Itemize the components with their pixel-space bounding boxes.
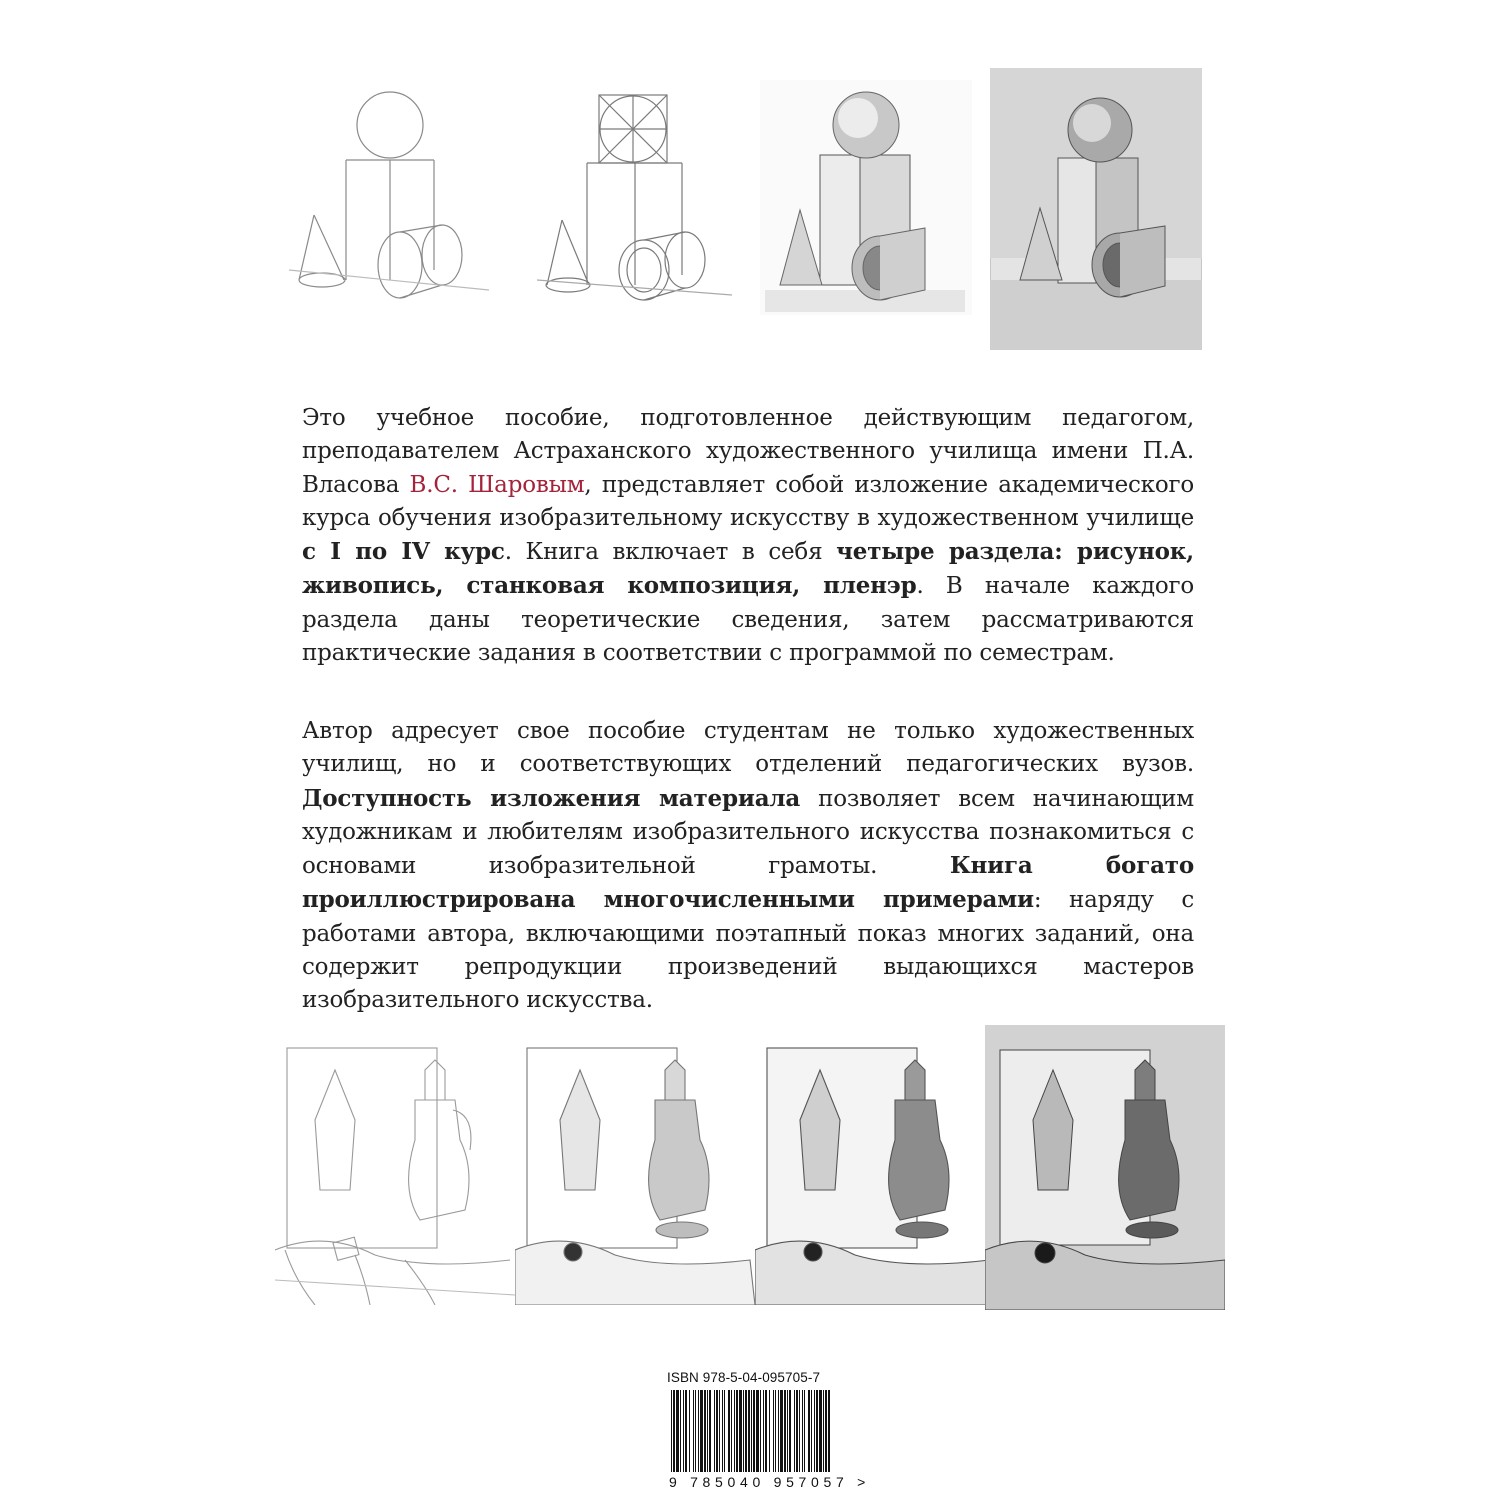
- barcode-bar: [753, 1390, 755, 1472]
- barcode-bar: [745, 1390, 747, 1472]
- barcode-bar: [802, 1390, 803, 1472]
- barcode-bar: [724, 1390, 725, 1472]
- barcode-bar: [734, 1390, 735, 1472]
- description-paragraph-2: [302, 715, 1194, 1018]
- para2-text-3: : наряду с работами автора, включающими поэтапный показ многих заданий, она содержит репродукции произведений выдающихся мастеров изобразительного искусства.: [302, 887, 1194, 1014]
- barcode-bar: [728, 1390, 730, 1472]
- barcode-bar: [808, 1390, 810, 1472]
- barcode-bar: [676, 1390, 679, 1472]
- barcode-bar: [680, 1390, 681, 1472]
- para2-text-2: позволяет всем начинающим художникам и любителям изобразительного искусства познакомиться с основами изобразительной грамоты.: [302, 785, 1194, 880]
- geometric-sketch-stage-3: [760, 80, 972, 315]
- barcode-bar: [719, 1390, 720, 1472]
- barcode-bar: [796, 1390, 798, 1472]
- barcode-bar: [760, 1390, 761, 1472]
- barcode-digits: 9 785040 957057 >: [669, 1474, 870, 1490]
- author-name: В.С. Шаровым: [409, 471, 585, 498]
- courses-highlight: с I по IV курс: [302, 538, 505, 566]
- barcode-bar: [743, 1390, 744, 1472]
- barcode-bar: [789, 1390, 791, 1472]
- barcode-bar: [773, 1390, 774, 1472]
- sections-highlight: четыре раздела: рисунок, живопись, станковая композиция, пленэр: [302, 538, 1194, 600]
- barcode-bar: [765, 1390, 767, 1472]
- barcode-bar: [799, 1390, 800, 1472]
- barcode-bar: [704, 1390, 706, 1472]
- isbn-barcode: [667, 1370, 870, 1490]
- barcode-bar: [816, 1390, 818, 1472]
- barcode-bar: [736, 1390, 738, 1472]
- barcode-bar: [695, 1390, 696, 1472]
- barcode-bar: [756, 1390, 759, 1472]
- para1-text-2: , представляет собой изложение академического курса обучения изобразительному искусству в художественном училище: [302, 471, 1195, 531]
- barcode-bar: [828, 1390, 830, 1472]
- barcode-bar: [823, 1390, 824, 1472]
- still-life-sketch-stage-2: [515, 1040, 755, 1305]
- barcode-bar: [683, 1390, 684, 1472]
- barcode-bar: [794, 1390, 795, 1472]
- barcode-bar: [709, 1390, 711, 1472]
- geometric-sketch-stage-2: [527, 80, 739, 305]
- accessibility-highlight: Доступность изложения материала: [302, 784, 801, 812]
- barcode-bar: [780, 1390, 783, 1472]
- barcode-bar: [722, 1390, 723, 1472]
- barcode-bar: [698, 1390, 699, 1472]
- barcode-bar: [814, 1390, 815, 1472]
- para1-text-1: Это учебное пособие, подготовленное действующим педагогом, преподавателем Астраханского художественного училища имени П.А. Власова: [302, 405, 1194, 498]
- geometric-sketch-stage-4: [990, 68, 1202, 350]
- geometric-sketch-stage-1: [284, 80, 496, 305]
- barcode-bar: [825, 1390, 827, 1472]
- barcode-bar: [671, 1390, 672, 1472]
- barcode-bar: [739, 1390, 742, 1472]
- barcode-bar: [714, 1390, 715, 1472]
- para1-text-4: . В начале каждого раздела даны теоретические сведения, затем рассматриваются практические задания в соответствии с программой по семестрам.: [302, 573, 1194, 667]
- barcode-bar: [731, 1390, 732, 1472]
- barcode-bar: [673, 1390, 675, 1472]
- description-paragraph-1: [302, 402, 1194, 670]
- barcode-bar: [693, 1390, 694, 1472]
- barcode-bar: [707, 1390, 708, 1472]
- barcode-bar: [784, 1390, 786, 1472]
- barcode-bar: [819, 1390, 822, 1472]
- barcode-bar: [748, 1390, 750, 1472]
- barcode-bar: [775, 1390, 776, 1472]
- isbn-label: ISBN 978-5-04-095705-7: [667, 1370, 821, 1385]
- still-life-sketch-stage-1: [275, 1040, 515, 1305]
- barcode-bar: [751, 1390, 752, 1472]
- barcode-bar: [787, 1390, 788, 1472]
- para1-text-3: . Книга включает в себя: [504, 539, 837, 566]
- barcode-bar: [763, 1390, 764, 1472]
- barcode-bar: [689, 1390, 690, 1472]
- still-life-sketch-stage-4: [985, 1025, 1225, 1310]
- barcode-bar: [811, 1390, 812, 1472]
- barcode-bars: [667, 1390, 833, 1472]
- still-life-sketch-stage-3: [755, 1040, 995, 1305]
- illustrated-highlight: Книга богато проиллюстрирована многочисленными примерами: [302, 852, 1194, 914]
- barcode-bar: [685, 1390, 687, 1472]
- para2-text-1: Автор адресует свое пособие студентам не только художественных училищ, но и соответствующих отделений педагогических вузов.: [302, 718, 1194, 778]
- barcode-bar: [769, 1390, 770, 1472]
- barcode-bar: [700, 1390, 703, 1472]
- barcode-bar: [716, 1390, 718, 1472]
- barcode-bar: [778, 1390, 779, 1472]
- barcode-bar: [804, 1390, 805, 1472]
